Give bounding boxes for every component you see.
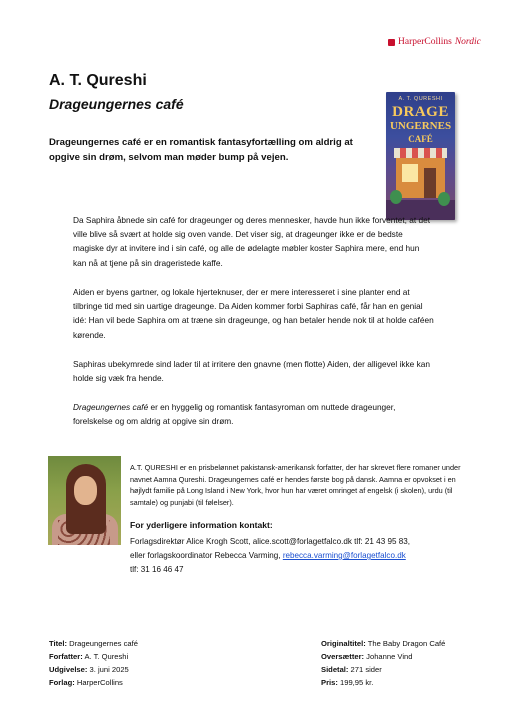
meta-original-value: The Baby Dragon Café (365, 639, 446, 648)
contact-email-link[interactable]: rebecca.varming@forlagetfalco.dk (282, 551, 406, 560)
meta-title-label: Titel: (49, 639, 68, 648)
meta-pages (321, 665, 382, 674)
publisher-logo (388, 37, 481, 47)
contact-line-1: Forlagsdirektør Alice Krogh Scott, alice.scott@forlagetfalco.dk tlf: 21 43 95 83, (130, 537, 410, 546)
contact-heading: For yderligere information kontakt: (130, 520, 273, 530)
author-heading: A. T. Qureshi (49, 72, 147, 89)
meta-release-value: 3. juni 2025 (87, 665, 129, 674)
meta-publisher-label: Forlag: (49, 678, 75, 687)
logo-mark-icon (388, 39, 395, 46)
meta-author-value: A. T. Qureshi (82, 652, 129, 661)
cover-awning (394, 148, 447, 158)
cover-author: A. T. QURESHI (398, 96, 443, 102)
meta-author-label: Forfatter: (49, 652, 83, 661)
meta-release (49, 665, 129, 674)
meta-publisher (49, 678, 123, 687)
meta-publisher-value: HarperCollins (74, 678, 123, 687)
contact-line-2 (130, 549, 406, 562)
tagline: Drageungernes café er en romantisk fantasyfortælling om aldrig at opgive sin drøm, selvom man møder bump på vejen. (49, 137, 353, 163)
description-paragraph-3: Saphiras ubekymrede sind lader til at irritere den gnavne (men flotte) Aiden, der alligevel ikke kan holde sig væk fra hende. (73, 359, 430, 384)
cover-door (424, 168, 436, 198)
contact-line-2-text: eller forlagskoordinator Rebecca Varming, (130, 551, 283, 560)
meta-original-title (321, 639, 445, 648)
meta-translator-value: Johanne Vind (364, 652, 413, 661)
meta-title-value: Drageungernes café (67, 639, 138, 648)
photo-face (74, 476, 97, 505)
book-title: Drageungernes café (49, 96, 184, 112)
meta-price-label: Pris: (321, 678, 338, 687)
logo-brand: HarperCollins (398, 37, 452, 47)
author-bio: A.T. QURESHI er en prisbelønnet pakistansk-amerikansk forfatter, der har skrevet flere romaner under navnet Aamna Qureshi. Drageungernes café er hendes første bog på dansk. Aamna er opvokset i en højlydt familie på Long Island i New York, hvor hun har været omringet af engelsk (i skolen), urdu (til samtale) og punjabi (til følelser). (130, 463, 461, 507)
cover-plant (438, 192, 450, 206)
description-book-title: Drageungernes café (73, 402, 149, 412)
logo-suffix: Nordic (454, 37, 481, 47)
meta-price (321, 678, 373, 687)
meta-translator-label: Oversætter: (321, 652, 365, 661)
meta-release-label: Udgivelse: (49, 665, 88, 674)
cover-title-line1: DRAGE (392, 104, 449, 120)
cover-title-line3: CAFÉ (408, 134, 433, 144)
description-paragraph-4 (73, 400, 435, 428)
cover-window (402, 164, 418, 182)
meta-pages-label: Sidetal: (321, 665, 349, 674)
description-paragraph-4-text: er en hyggelig og romantisk fantasyroman om nuttede drageunger, forelskelse og om aldrig at opgive sin drøm. (73, 402, 396, 427)
meta-original-label: Originaltitel: (321, 639, 366, 648)
cover-title-line2: UNGERNES (389, 120, 452, 132)
meta-pages-value: 271 sider (348, 665, 382, 674)
meta-author (49, 652, 128, 661)
author-photo (48, 456, 121, 545)
contact-line-3: tlf: 31 16 46 47 (130, 565, 184, 574)
description-paragraph-1: Da Saphira åbnede sin café for drageunger og deres mennesker, havde hun ikke forventet, at det ville blive så svært at holde sig oven vande. Det viser sig, at drageunger ikke er de bedste magiske dyr at invitere ind i sin café, og alle de ødelagte møbler koster Saphira mere, end hun kan nå at tjene på sin drageristede kaffe. (73, 215, 430, 268)
cover-plant (390, 190, 402, 204)
meta-title (49, 639, 138, 648)
description-paragraph-2: Aiden er byens gartner, og lokale hjerteknuser, der er mere interesseret i sine planter end at tilbringe tid med sin uartige drageunge. Da Aiden kommer forbi Saphiras café, får han en genial idé: Han vil bede Saphira om at træne sin drageunge, og han betaler hende nok til at holde caféen kørende. (73, 287, 434, 340)
meta-price-value: 199,95 kr. (337, 678, 374, 687)
book-cover-image (386, 92, 455, 220)
meta-translator (321, 652, 412, 661)
